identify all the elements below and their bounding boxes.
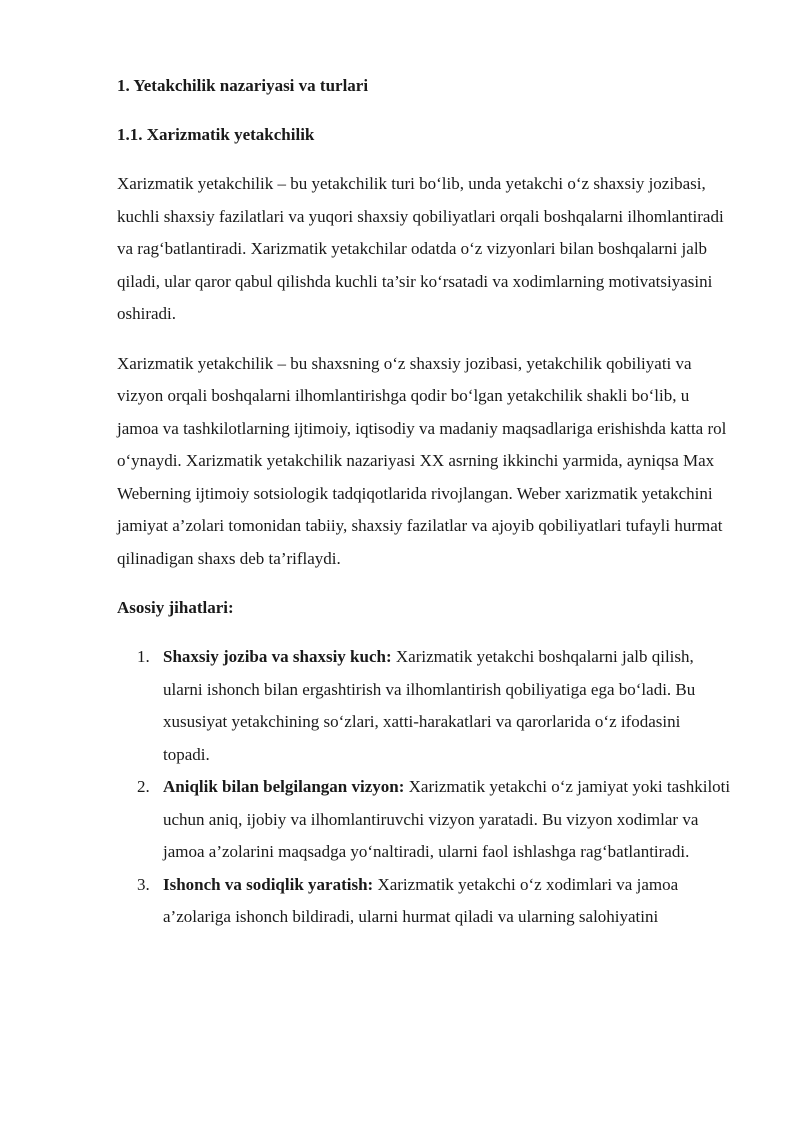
- section-heading: 1. Yetakchilik nazariyasi va turlari: [117, 76, 369, 95]
- list-item: [117, 641, 731, 771]
- paragraph-1: Xarizmatik yetakchilik – bu yetakchilik turi bo‘lib, unda yetakchi o‘z shaxsiy jozibasi, kuchli shaxsiy fazilatlari va yuqori shaxsiy qobiliyatlari orqali boshqalarni ilhomlantiradi va rag‘batlantiradi. Xarizmatik yetakchilar odatda o‘z vizyonlari bilan boshqalarni jalb qiladi, ular qaror qabul qilishda kuchli ta’sir ko‘rsatadi va xodimlarning motivatsiyasini oshiradi.: [117, 174, 724, 323]
- key-aspects-heading: Asosiy jihatlari:: [117, 598, 234, 617]
- key-aspects-list: [117, 641, 731, 934]
- list-item: [117, 869, 731, 934]
- list-item-title: Shaxsiy joziba va shaxsiy kuch:: [163, 647, 392, 666]
- subsection-heading: 1.1. Xarizmatik yetakchilik: [117, 125, 315, 144]
- list-item-number: 1.: [137, 647, 150, 666]
- list-item-title: Aniqlik bilan belgilangan vizyon:: [163, 777, 405, 796]
- list-item-text: Xarizmatik yetakchi boshqalarni jalb qilish, ularni ishonch bilan ergashtirish va ilhomlantirish qobiliyatiga ega bo‘ladi. Bu xususiyat yetakchining so‘zlari, xatti-harakatlari va qarorlarida o‘z ifodasini topadi.: [163, 647, 696, 764]
- list-item-title: Ishonch va sodiqlik yaratish:: [163, 874, 374, 894]
- list-item-number: 2.: [137, 777, 150, 796]
- paragraph-2: Xarizmatik yetakchilik – bu shaxsning o‘z shaxsiy jozibasi, yetakchilik qobiliyati va vizyon orqali boshqalarni ilhomlantirishga qodir bo‘lgan yetakchilik shakli bo‘lib, u jamoa va tashkilotlarning ijtimoiy, iqtisodiy va madaniy maqsadlariga erishishda katta rol o‘ynaydi. Xarizmatik yetakchilik nazariyasi XX asrning ikkinchi yarmida, ayniqsa Max Weberning ijtimoiy sotsiologik tadqiqotlarida rivojlangan. Weber xarizmatik yetakchini jamiyat a’zolari tomonidan tabiiy, shaxsiy fazilatlar va ajoyib qobiliyatlari tufayli hurmat qilinadigan shaxs deb ta’riflaydi.: [117, 353, 727, 568]
- document-page: [117, 70, 731, 934]
- list-item-number: 3.: [137, 874, 150, 894]
- list-item-text: Xarizmatik yetakchi o‘z xodimlari va jamoa a’zolariga ishonch bildiradi, ularni hurmat qiladi va ularning salohiyatini: [163, 874, 679, 926]
- list-item-text: Xarizmatik yetakchi o‘z jamiyat yoki tashkiloti uchun aniq, ijobiy va ilhomlantiruvchi vizyon yaratadi. Bu vizyon xodimlar va jamoa a’zolarini maqsadga yo‘naltiradi, ularni faol ishlashga rag‘batlantiradi.: [163, 777, 731, 861]
- list-item: [117, 771, 731, 869]
